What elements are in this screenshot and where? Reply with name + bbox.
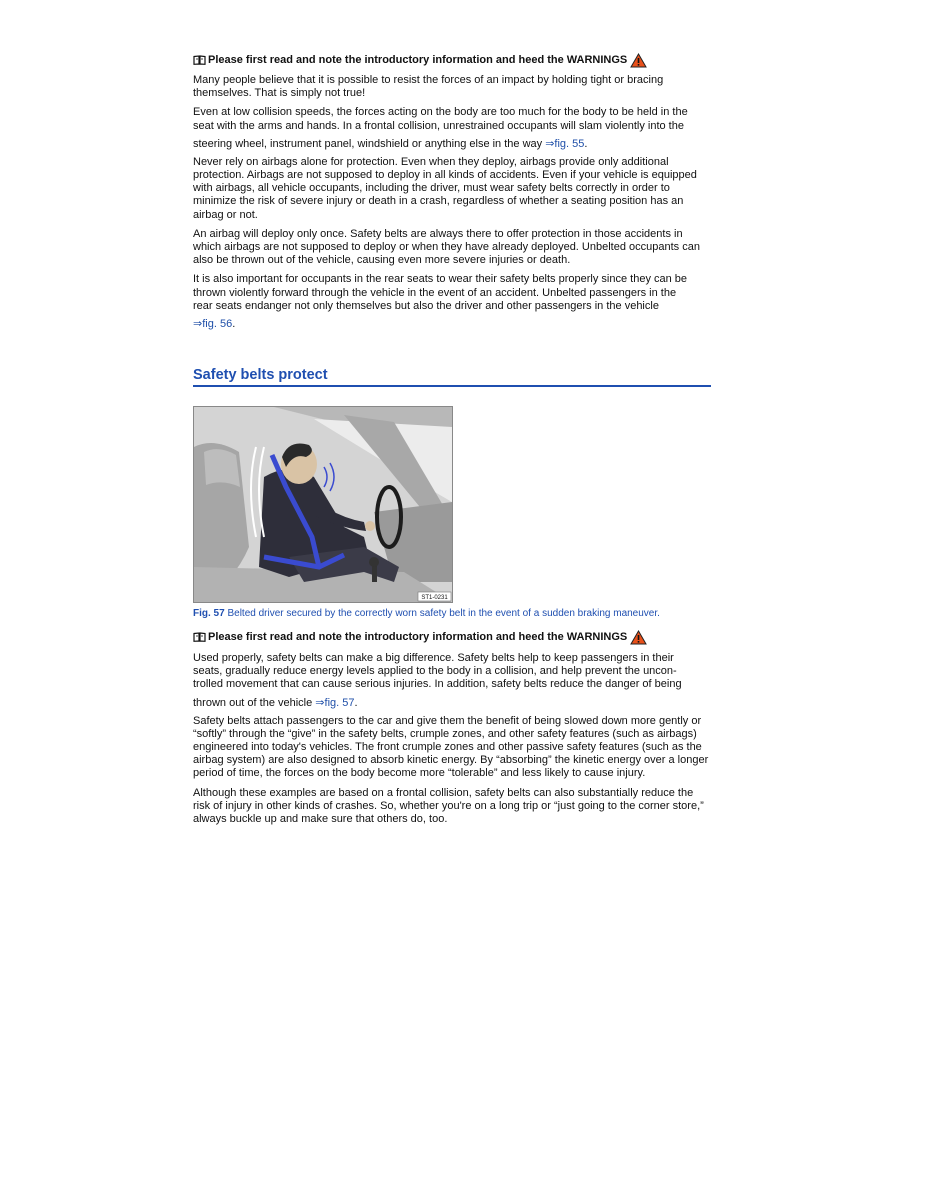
fig-57-link[interactable]: ⇒fig. 57	[315, 696, 355, 709]
fig-55-link[interactable]: ⇒fig. 55	[545, 137, 585, 150]
figure-caption	[193, 607, 753, 620]
paragraph: Used properly, safety belts can make a big difference. Safety belts help to keep passengers in their seats, gradually reduce energy levels applied to the body in a collision, and help prevent the uncon- trolled movement that can cause serious injuries. In addition, safety belts reduce the danger of being	[193, 652, 682, 691]
book-icon	[193, 632, 206, 642]
section1-body	[193, 74, 711, 331]
paragraph-continuation: steering wheel, instrument panel, windshield or anything else in the way ⇒fig. 55.	[193, 137, 588, 150]
intro-note	[193, 629, 711, 645]
figure-code: ST1-0231	[421, 595, 448, 601]
driver-illustration	[194, 407, 452, 602]
paragraph: Never rely on airbags alone for protection. Even when they deploy, airbags provide only additional protection. Airbags are not supposed to deploy in all kinds of accidents. Even if your vehicle is equipped with airbags, all vehicle occupants, including the driver, must wear safety belts correctly in order to minimize the risk of severe injury or death in a crash, regardless of whether a seating position has an airbag or not.	[193, 155, 697, 221]
book-icon	[193, 55, 206, 65]
section-heading: Safety belts protect	[193, 366, 711, 387]
section2-body	[193, 652, 711, 826]
paragraph: An airbag will deploy only once. Safety belts are always there to offer protection in those accidents in which airbags are not supposed to deploy or when they have already deployed. Unbelted occupants can also be thrown out of the vehicle, causing even more severe injuries or death.	[193, 227, 700, 267]
paragraph: Safety belts attach passengers to the car and give them the benefit of being slowed down more gently or “softly” through the “give” in the safety belts, crumple zones, and other safety features (such as airbags) engineered into today's vehicles. The front crumple zones and other passive safety features (such as the airbag system) are also designed to absorb kinetic energy. By “absorbing” the kinetic energy over a longer period of time, the forces on the body become more “tolerable” and less likely to cause injury.	[193, 714, 709, 780]
paragraph: It is also important for occupants in the rear seats to wear their safety belts properly since they can be thrown violently forward through the vehicle in the event of an accident. Unbelted passengers in the rear seats endanger not only themselves but also the driver and other passengers in the vehicle	[193, 273, 688, 312]
figure-image	[193, 406, 453, 603]
paragraph-continuation: ⇒fig. 56.	[193, 318, 236, 331]
intro-text: Please first read and note the introductory information and heed the WARNINGS	[208, 54, 628, 66]
figure-caption-label: Fig. 57	[193, 608, 225, 619]
paragraph: Many people believe that it is possible to resist the forces of an impact by holding tight or bracing themselves. That is simply not true!	[193, 74, 664, 100]
warning-triangle-icon	[630, 630, 647, 645]
fig-56-link[interactable]: ⇒fig. 56	[193, 318, 233, 331]
paragraph: Even at low collision speeds, the forces acting on the body are too much for the body to be held in the seat with the arms and hands. In a frontal collision, unrestrained occupants will slam violently into the	[193, 106, 688, 132]
paragraph: Although these examples are based on a frontal collision, safety belts can also substantially reduce the risk of injury in other kinds of crashes. So, whether you're on a long trip or “just going to the corner store,” always buckle up and make sure that others do, too.	[193, 786, 704, 826]
intro-note	[193, 52, 711, 68]
warning-triangle-icon	[630, 53, 647, 68]
paragraph-continuation: thrown out of the vehicle ⇒fig. 57.	[193, 696, 358, 709]
intro-text: Please first read and note the introductory information and heed the WARNINGS	[208, 631, 628, 643]
figure-caption-text: Belted driver secured by the correctly worn safety belt in the event of a sudden braking maneuver.	[224, 608, 660, 619]
